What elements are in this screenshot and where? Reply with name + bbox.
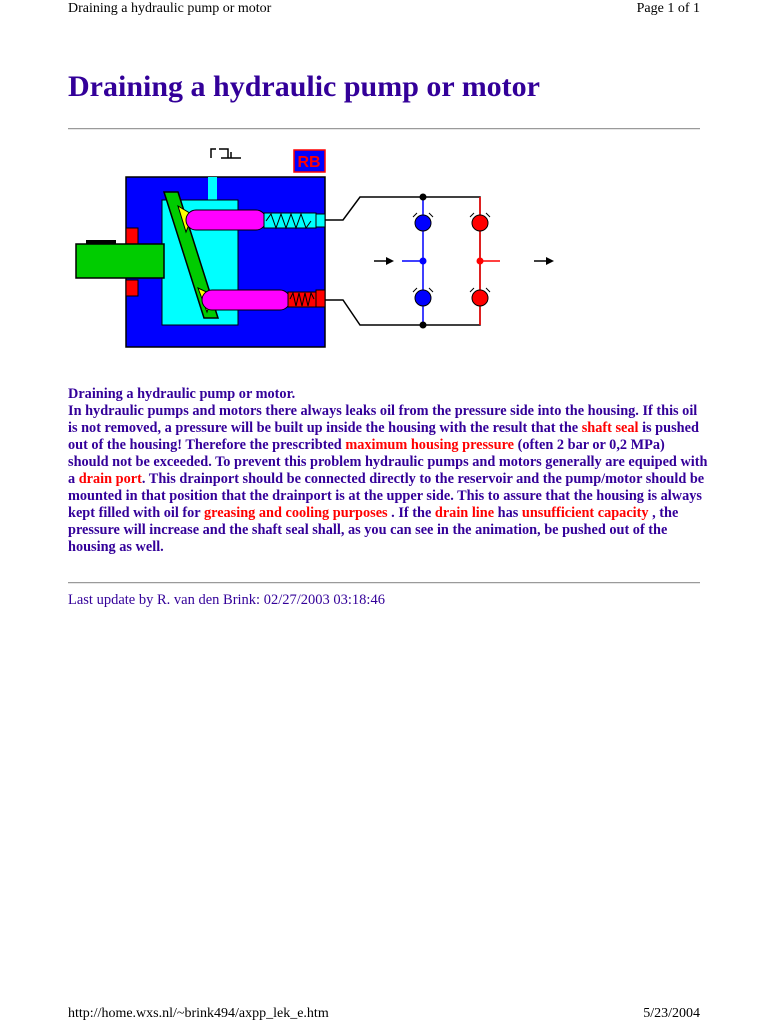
rb-logo-text: RB	[297, 154, 321, 171]
shaft-seal-top	[126, 228, 138, 244]
header-doc-title: Draining a hydraulic pump or motor	[68, 1, 272, 16]
body-heading: Draining a hydraulic pump or motor.	[68, 386, 296, 402]
port-bottom	[316, 290, 325, 307]
article-body	[68, 386, 708, 556]
page-title: Draining a hydraulic pump or motor	[68, 70, 540, 103]
link-max-housing-pressure[interactable]: maximum housing pressure	[345, 437, 515, 453]
link-greasing-cooling[interactable]: greasing and cooling purposes	[203, 505, 388, 521]
shaft-key	[86, 240, 116, 244]
shaft	[76, 244, 164, 278]
link-drain-port[interactable]: drain port	[78, 471, 142, 487]
flow-arrow-in	[374, 257, 394, 265]
link-shaft-seal[interactable]: shaft seal	[581, 420, 639, 436]
check-valve-blue-top	[413, 213, 433, 231]
pump-diagram	[68, 140, 588, 365]
check-valve-red-top	[470, 213, 490, 231]
header-page-number: Page 1 of 1	[636, 1, 700, 16]
divider-top	[68, 128, 700, 130]
body-paragraph: In hydraulic pumps and motors there always leaks oil from the pressure side into the housing. If this oil is not removed, a pressure will be built up inside the housing with the result that the shaft seal is pushed out of the housing! Therefore the prescribted maximum housing pressure (often 2 bar or 0,2 MPa) should not be exceeded. To prevent this problem hydraulic pumps and motors generally are equiped with a drain port. This drainport should be connected directly to the reservoir and the pump/motor should be mounted in that position that the drainport is at the upper side. This to assure that the housing is always kept filled with oil for greasing and cooling purposes . If the drain line has unsufficient capacity , the pressure will increase and the shaft seal shall, as you can see in the animation, be pushed out of the housing as well.	[68, 403, 708, 555]
last-update: Last update by R. van den Brink: 02/27/2003 03:18:46	[68, 592, 385, 608]
flow-arrow-out	[534, 257, 554, 265]
divider-bottom	[68, 582, 700, 584]
junction-top	[420, 194, 427, 201]
junction-bottom	[420, 322, 427, 329]
rb-logo	[294, 150, 325, 172]
junction-blue	[420, 258, 427, 265]
link-drain-line[interactable]: drain line	[434, 505, 495, 521]
check-valve-red-bottom	[470, 288, 490, 306]
link-unsufficient-capacity[interactable]: unsufficient capacity	[521, 505, 649, 521]
port-top	[316, 214, 325, 227]
footer-date: 5/23/2004	[643, 1006, 700, 1021]
drain-channel	[208, 177, 217, 200]
footer-url: http://home.wxs.nl/~brink494/axpp_lek_e.htm	[68, 1006, 329, 1021]
junction-red	[477, 258, 484, 265]
drain-port-symbol	[211, 149, 241, 158]
check-valve-blue-bottom	[413, 288, 433, 306]
shaft-seal-bottom	[126, 280, 138, 296]
